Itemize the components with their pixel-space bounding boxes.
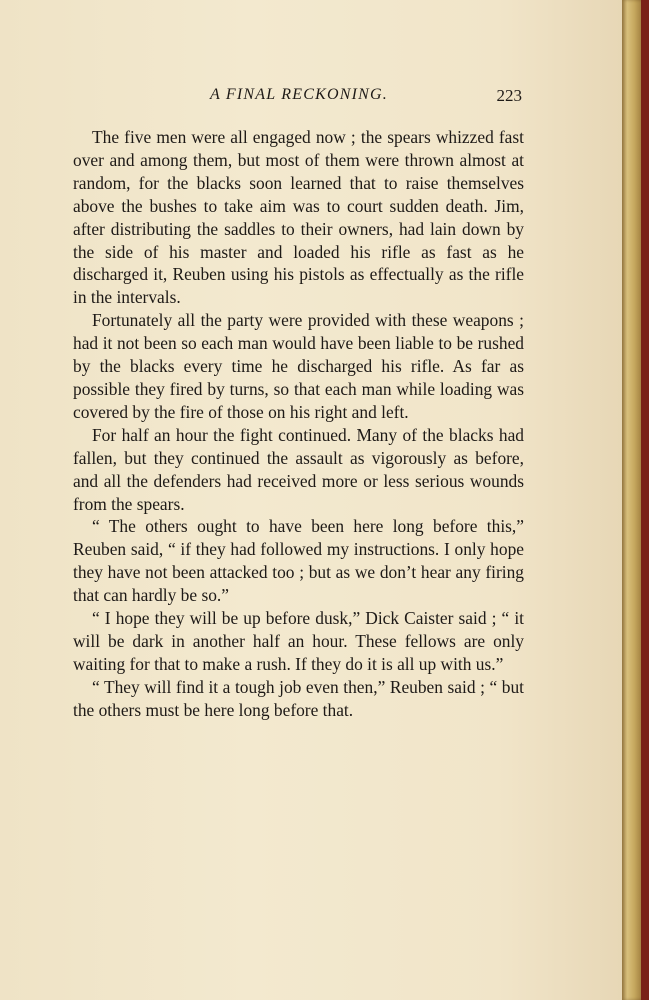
paragraph: “ I hope they will be up before dusk,” Dick Caister said ; “ it will be dark in another half an hour. These fellows are only waiting for that to make a rush. If they do it is all up with us.” [73, 608, 524, 674]
paragraph: For half an hour the fight continued. Many of the blacks had fallen, but they continued the assault as vigorously as before, and all the defenders had received more or less serious wounds from the spears. [73, 424, 524, 514]
page-number: 223 [496, 86, 522, 105]
paragraph: “ They will find it a tough job even then,” Reuben said ; “ but the others must be here long before that. [73, 676, 524, 720]
body-text [73, 126, 524, 722]
paragraph: The five men were all engaged now ; the spears whizzed fast over and among them, but most of them were thrown almost at random, for the blacks soon learned that to raise themselves above the bushes to take aim was to court sudden death. Jim, after distributing the saddles to their owners, had lain down by the side of his master and loaded his rifle as fast as he discharged it, Reuben using his pistols as effectually as the rifle in the intervals. [73, 127, 524, 308]
paragraph: Fortunately all the party were provided with these weapons ; had it not been so each man would have been liable to be rushed by the blacks every time he discharged his rifle. As far as possible they fired by turns, so that each man while loading was covered by the fire of those on his right and left. [73, 310, 524, 422]
book-spine-edge [622, 0, 649, 1000]
page-header [0, 86, 622, 110]
paragraph: “ The others ought to have been here long before this,” Reuben said, “ if they had followed my instructions. I only hope they have not been attacked too ; but as we don’t hear any firing that can hardly be so.” [73, 516, 524, 606]
running-head: A FINAL RECKONING. [210, 86, 388, 103]
